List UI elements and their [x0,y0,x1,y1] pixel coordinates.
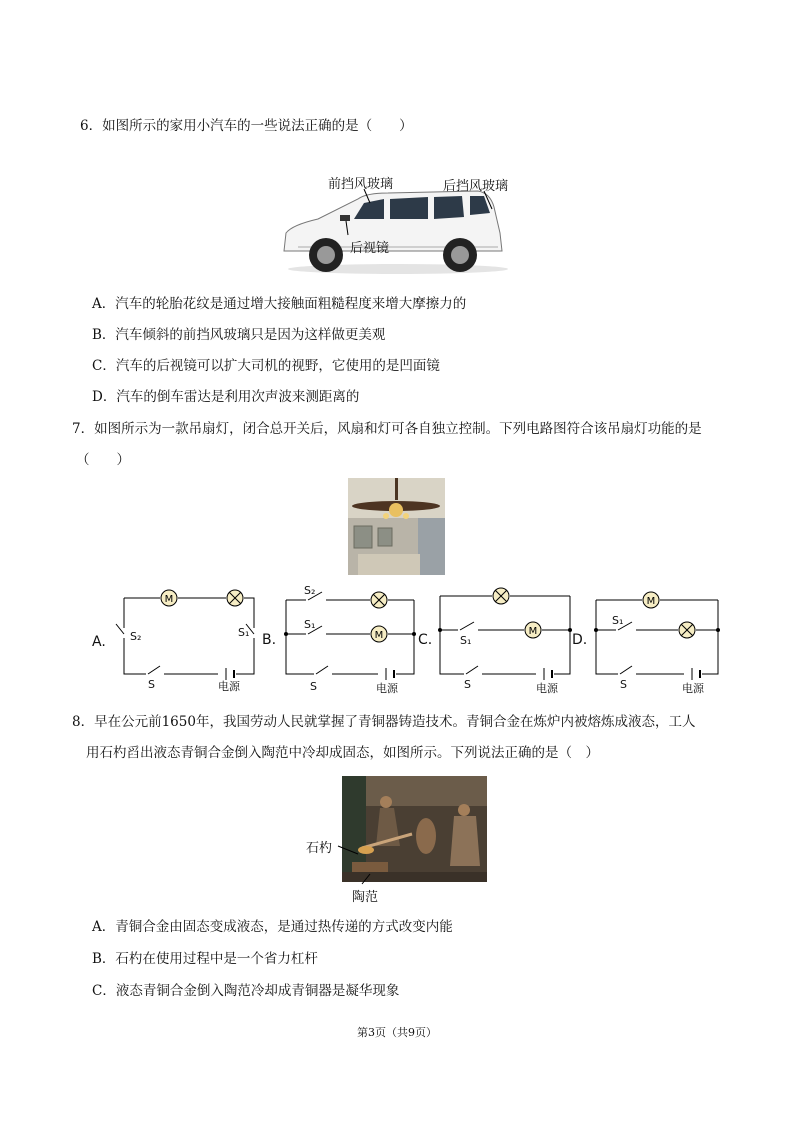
circuit-b-s-label: S [310,680,317,693]
circuit-d-s-label: S [620,678,627,691]
circuit-d-power-label: 电源 [682,682,704,695]
circuit-b-s2-label: S₂ [304,584,316,597]
q7-stem-paren: （ ） [76,452,130,468]
circuit-b-power-label: 电源 [376,682,398,695]
q8-stem: 8．早在公元前1650年，我国劳动人民就掌握了青铜器铸造技术。青铜合金在炼炉内被熔炼成液态，工人 [72,714,696,730]
q8-option-a: A．青铜合金由固态变成液态，是通过热传递的方式改变内能 [92,919,453,935]
circuit-d-motor-label: M [646,596,656,607]
circuit-d-s1-label: S₁ [612,614,624,627]
ceiling-fan-photo [348,478,445,575]
circuit-a-motor-label: M [164,594,174,605]
q8-option-b: B．石杓在使用过程中是一个省力杠杆 [92,951,318,967]
circuit-b-motor-label: M [374,630,384,641]
circuit-a-s2-label: S₂ [130,630,142,643]
car-label-mirror: 后视镜 [350,241,390,256]
circuit-a [88,586,268,696]
circuit-a-s1-label: S₁ [238,626,250,639]
circuit-b-option-label: B. [262,632,277,648]
circuit-a-option-label: A. [92,634,106,650]
circuit-a-s-label: S [148,678,155,691]
q6-stem: 6．如图所示的家用小汽车的一些说法正确的是（ ） [80,118,413,134]
circuit-c [416,584,580,696]
circuit-b [262,584,438,696]
q7-stem: 7．如图所示为一款吊扇灯，闭合总开关后，风扇和灯可各自独立控制。下列电路图符合该吊扇灯功能的是 [72,421,702,437]
circuit-c-power-label: 电源 [536,682,558,695]
circuit-c-motor-label: M [528,626,538,637]
q8-stem-cont: 用石杓舀出液态青铜合金倒入陶范中冷却成固态，如图所示。下列说法正确的是（ ） [86,745,599,761]
car-figure [278,163,518,276]
q6-option-b: B．汽车倾斜的前挡风玻璃只是因为这样做更美观 [92,327,386,343]
car-label-front-windshield: 前挡风玻璃 [328,177,394,192]
label-pottery-mold: 陶范 [352,890,379,905]
car-label-rear-windshield: 后挡风玻璃 [443,179,509,194]
q6-option-a: A．汽车的轮胎花纹是通过增大接触面粗糙程度来增大摩擦力的 [92,296,467,312]
label-leader-lines [336,840,376,890]
q6-option-d: D．汽车的倒车雷达是利用次声波来测距离的 [92,389,360,405]
circuit-b-s1-label: S₁ [304,618,316,631]
circuit-d-option-label: D. [572,632,588,648]
circuit-c-option-label: C. [418,632,433,648]
circuit-d [570,584,726,696]
circuit-c-s1-label: S₁ [460,634,472,647]
page-footer: 第3页（共9页） [357,1026,437,1039]
q8-option-c: C．液态青铜合金倒入陶范冷却成青铜器是凝华现象 [92,983,400,999]
circuit-a-power-label: 电源 [218,680,240,693]
q6-option-c: C．汽车的后视镜可以扩大司机的视野，它使用的是凹面镜 [92,358,440,374]
circuit-c-s-label: S [464,678,471,691]
label-stone-ladle: 石杓 [306,841,333,856]
